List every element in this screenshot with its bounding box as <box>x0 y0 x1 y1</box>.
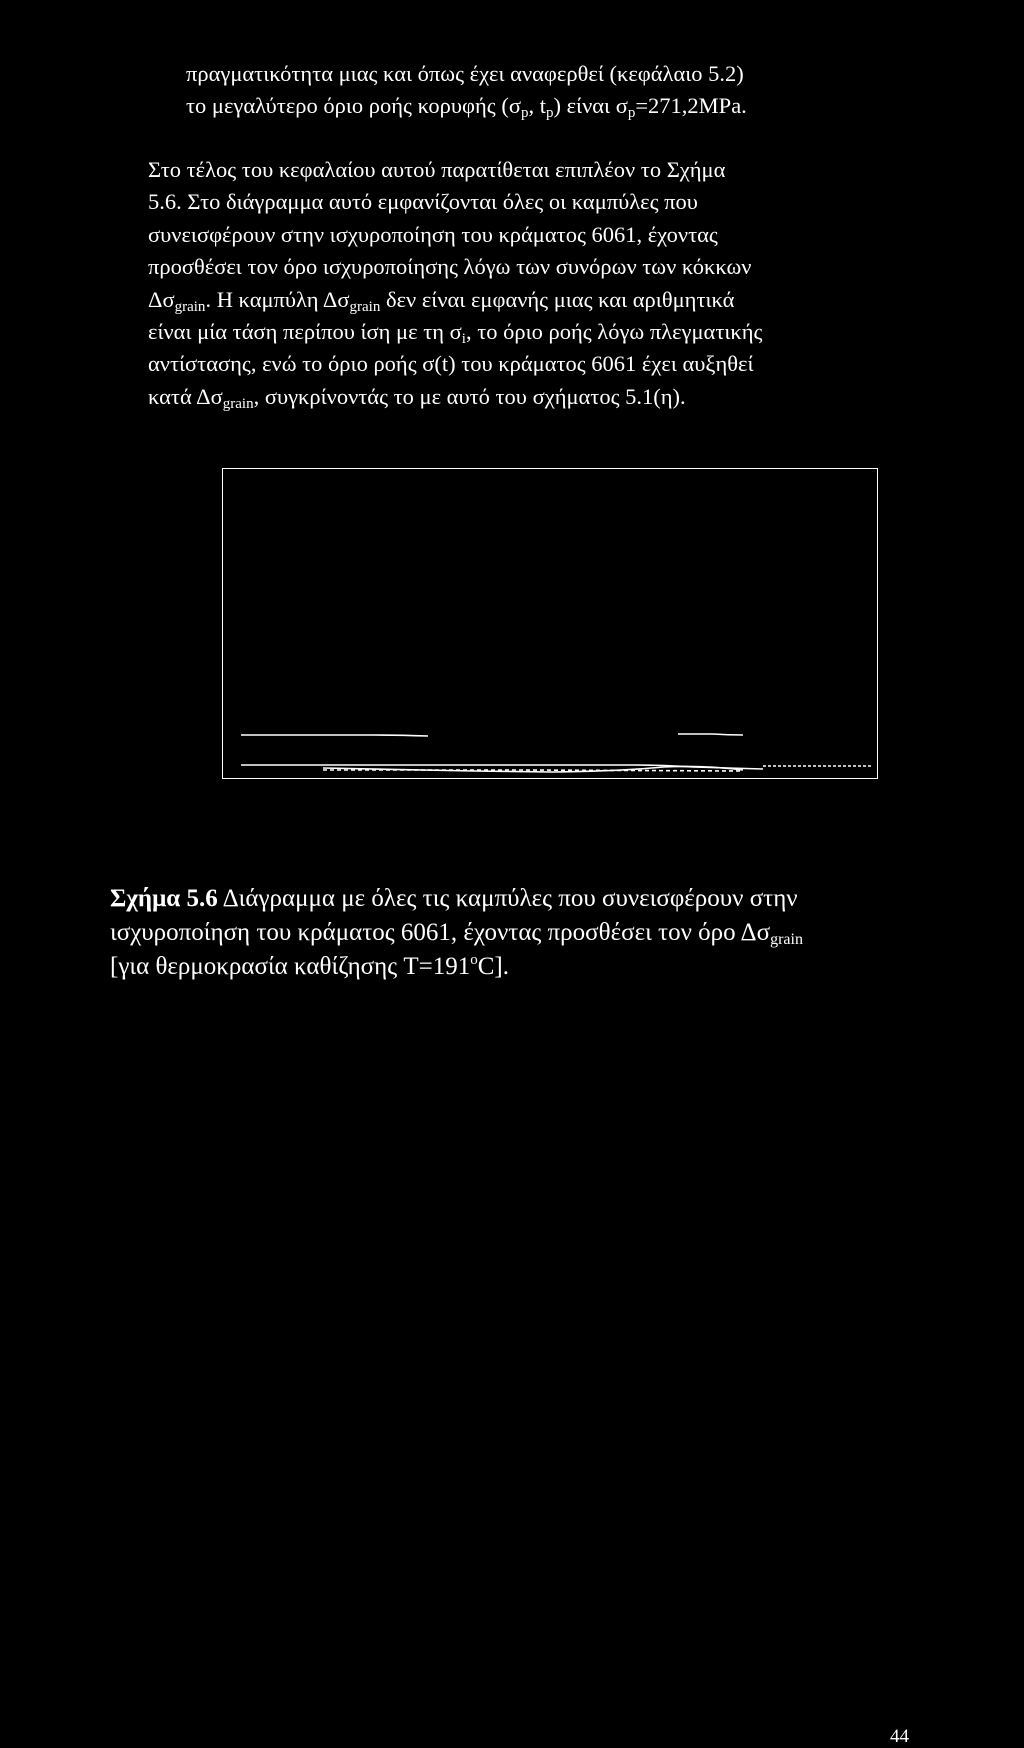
figure-5-6-frame <box>222 468 878 779</box>
subscript: p <box>545 105 554 122</box>
caption-line <box>110 916 910 950</box>
text-span: Δσ <box>148 286 175 312</box>
subscript: grain <box>174 298 206 315</box>
text-span: πραγματικότητα μιας και όπως έχει αναφερθεί (κεφάλαιο 5.2) <box>186 61 744 86</box>
text-line <box>148 186 908 218</box>
subscript: p <box>627 105 636 122</box>
superscript: o <box>470 952 478 968</box>
text-span: δεν είναι εμφανής μιας και αριθμητικά <box>380 286 735 312</box>
text-span: Διάγραμμα με όλες τις καμπύλες που συνεισφέρουν στην <box>217 885 798 912</box>
text-line <box>148 381 908 413</box>
subscript: grain <box>770 931 803 948</box>
subscript: grain <box>222 395 254 412</box>
text-line <box>148 348 908 380</box>
text-span: το μεγαλύτερο όριο ροής κορυφής (σ <box>186 93 521 119</box>
text-span: συνεισφέρουν στην ισχυροποίηση του κράματος 6061, έχοντας <box>148 221 718 247</box>
figure-caption <box>110 882 910 984</box>
text-span: ) είναι σ <box>553 93 628 119</box>
page-number: 44 <box>890 1726 909 1747</box>
subscript: p <box>520 105 529 122</box>
text-span: =271,2MPa. <box>635 93 747 119</box>
text-span: , συγκρίνοντάς το με αυτό του σχήματος 5.1(η). <box>253 383 686 409</box>
text-span: C]. <box>477 953 509 980</box>
text-span: αντίστασης, ενώ το όριο ροής σ(t) του κράματος 6061 έχει αυξηθεί <box>148 351 754 377</box>
text-line <box>148 251 908 283</box>
text-span: 5.6. Στο διάγραμμα αυτό εμφανίζονται όλες οι καμπύλες που <box>148 189 698 215</box>
figure-curves <box>223 469 877 778</box>
paragraph-intro <box>186 58 946 123</box>
text-span: Στο τέλος του κεφαλαίου αυτού παρατίθεται επιπλέον το Σχήμα <box>148 157 726 182</box>
text-span: κατά Δσ <box>148 383 223 409</box>
text-line <box>148 284 908 316</box>
caption-label: Σχήμα 5.6 <box>110 885 218 912</box>
text-line <box>148 316 908 348</box>
text-span: , t <box>528 93 546 119</box>
text-span: , το όριο ροής λόγω πλεγματικής <box>465 319 763 345</box>
subscript: grain <box>349 298 381 315</box>
curve-right-upper <box>678 734 743 735</box>
caption-line <box>110 882 910 916</box>
text-span: ισχυροποίηση του κράματος 6061, έχοντας προσθέσει τον όρο Δσ <box>110 919 771 946</box>
text-line <box>186 58 946 90</box>
text-line <box>186 90 946 122</box>
curve-left-upper <box>241 735 428 736</box>
text-span: προσθέσει τον όρο ισχυροποίησης λόγω των συνόρων των κόκκων <box>148 254 752 280</box>
text-line <box>148 154 908 186</box>
text-line <box>148 219 908 251</box>
paragraph-figure-description <box>148 154 908 413</box>
subscript: i <box>461 331 466 348</box>
caption-line <box>110 950 910 984</box>
text-span: [για θερμοκρασία καθίζησης T=191 <box>110 953 471 980</box>
text-span: . Η καμπύλη Δσ <box>205 286 350 312</box>
text-span: είναι μία τάση περίπου ίση με τη σ <box>148 319 462 345</box>
curve-dashed <box>323 770 743 771</box>
